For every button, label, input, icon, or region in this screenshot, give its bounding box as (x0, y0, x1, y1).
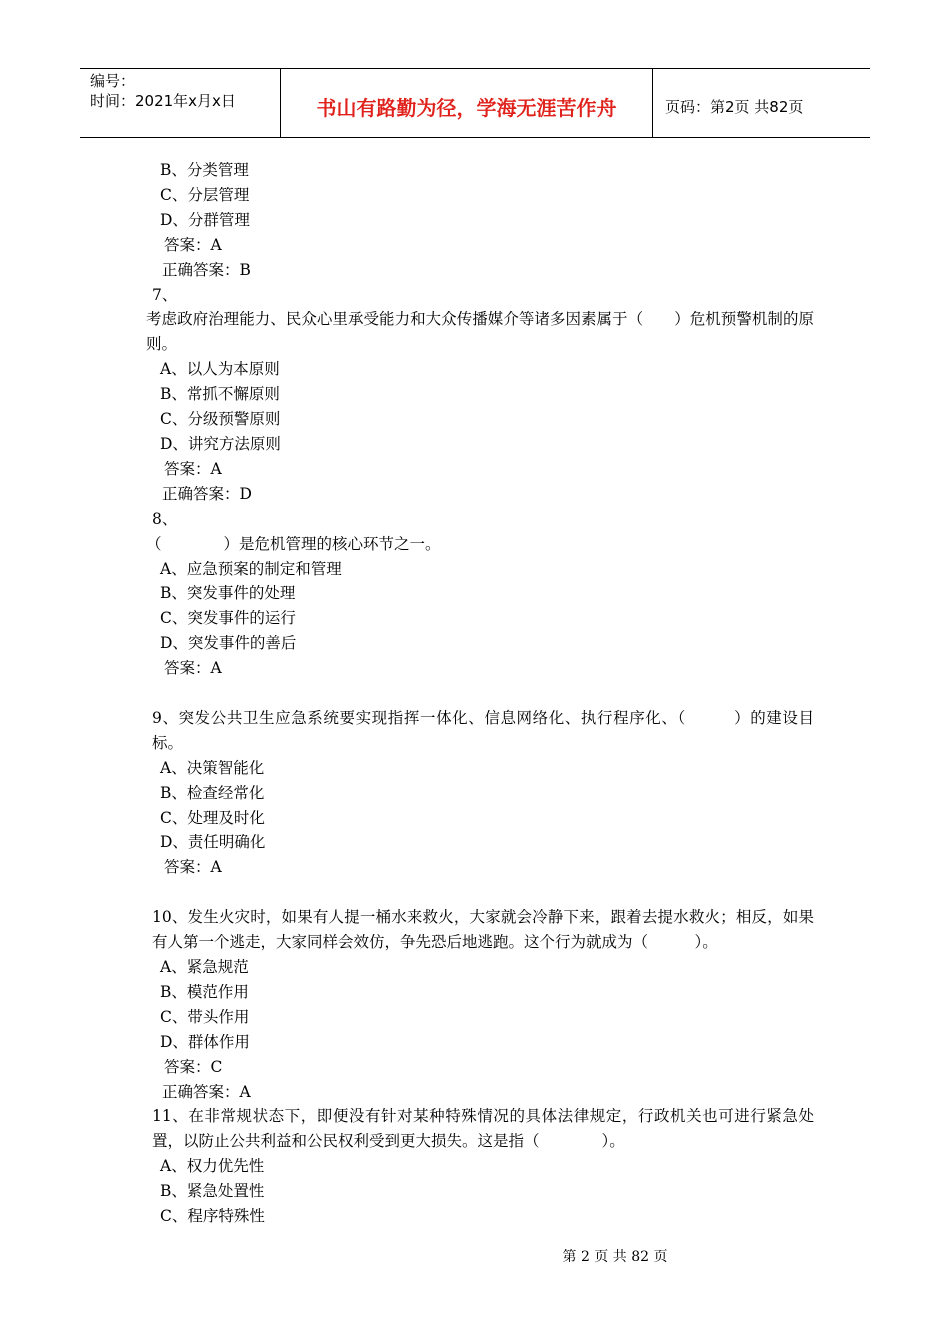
page-footer: 第 2 页 共 82 页 (562, 1249, 668, 1265)
given-answer: 答案：A (164, 659, 222, 678)
question-text: （ ）是危机管理的核心环节之一。 (146, 534, 441, 553)
answer-option: A、以人为本原则 (160, 360, 280, 379)
answer-option: A、紧急规范 (160, 957, 249, 976)
question-text: 考虑政府治理能力、民众心里承受能力和大众传播媒介等诸多因素属于（ ）危机预警机制的原则。 (146, 310, 814, 354)
question-number: 7、 (152, 285, 178, 304)
answer-option: B、检查经常化 (160, 783, 265, 802)
answer-option: C、带头作用 (160, 1007, 250, 1026)
answer-option: C、突发事件的运行 (160, 609, 296, 628)
question-text: 11、在非常规状态下，即便没有针对某种特殊情况的具体法律规定，行政机关也可进行紧急处置，以防止公共利益和公民权利受到更大损失。这是指（ ）。 (152, 1107, 814, 1151)
answer-option: A、权力优先性 (160, 1157, 265, 1176)
given-answer: 答案：C (164, 1057, 223, 1076)
given-answer: 答案：A (164, 459, 222, 478)
given-answer: 答案：A (164, 858, 222, 877)
correct-answer: 正确答案：B (162, 260, 251, 279)
header-page-info: 页码：第2页 共82页 (665, 97, 804, 116)
header-motto: 书山有路勤为径，学海无涯苦作舟 (281, 69, 653, 137)
page-header (80, 68, 870, 138)
answer-option: D、责任明确化 (160, 833, 266, 852)
question-text: 9、突发公共卫生应急系统要实现指挥一体化、信息网络化、执行程序化、（ ）的建设目标。 (152, 708, 814, 752)
answer-option: D、突发事件的善后 (160, 634, 297, 653)
answer-option: B、常抓不懈原则 (160, 385, 280, 404)
answer-option: D、讲究方法原则 (160, 434, 281, 453)
answer-option: D、群体作用 (160, 1032, 250, 1051)
answer-option: B、突发事件的处理 (160, 584, 296, 603)
document-body (146, 158, 814, 1229)
answer-option: B、模范作用 (160, 982, 249, 1001)
blank-line (146, 880, 814, 905)
answer-option: C、分层管理 (160, 185, 250, 204)
header-date-label: 时间：2021年x月x日 (90, 92, 236, 110)
answer-option: C、程序特殊性 (160, 1207, 265, 1226)
answer-option: A、应急预案的制定和管理 (160, 559, 342, 578)
given-answer: 答案：A (164, 235, 222, 254)
header-number-label: 编号： (90, 72, 136, 90)
question-number: 8、 (152, 509, 178, 528)
answer-option: C、分级预警原则 (160, 410, 281, 429)
question-text: 10、发生火灾时，如果有人提一桶水来救火，大家就会冷静下来，跟着去提水救火；相反，如果有人第一个逃走，大家同样会效仿，争先恐后地逃跑。这个行为就成为（ ）。 (152, 908, 814, 952)
answer-option: B、紧急处置性 (160, 1182, 265, 1201)
correct-answer: 正确答案：D (162, 484, 252, 503)
answer-option: B、分类管理 (160, 161, 249, 179)
blank-line (146, 681, 814, 706)
answer-option: A、决策智能化 (160, 758, 265, 777)
correct-answer: 正确答案：A (162, 1082, 251, 1101)
answer-option: C、处理及时化 (160, 808, 265, 827)
answer-option: D、分群管理 (160, 210, 250, 229)
header-info-cell (80, 69, 281, 137)
